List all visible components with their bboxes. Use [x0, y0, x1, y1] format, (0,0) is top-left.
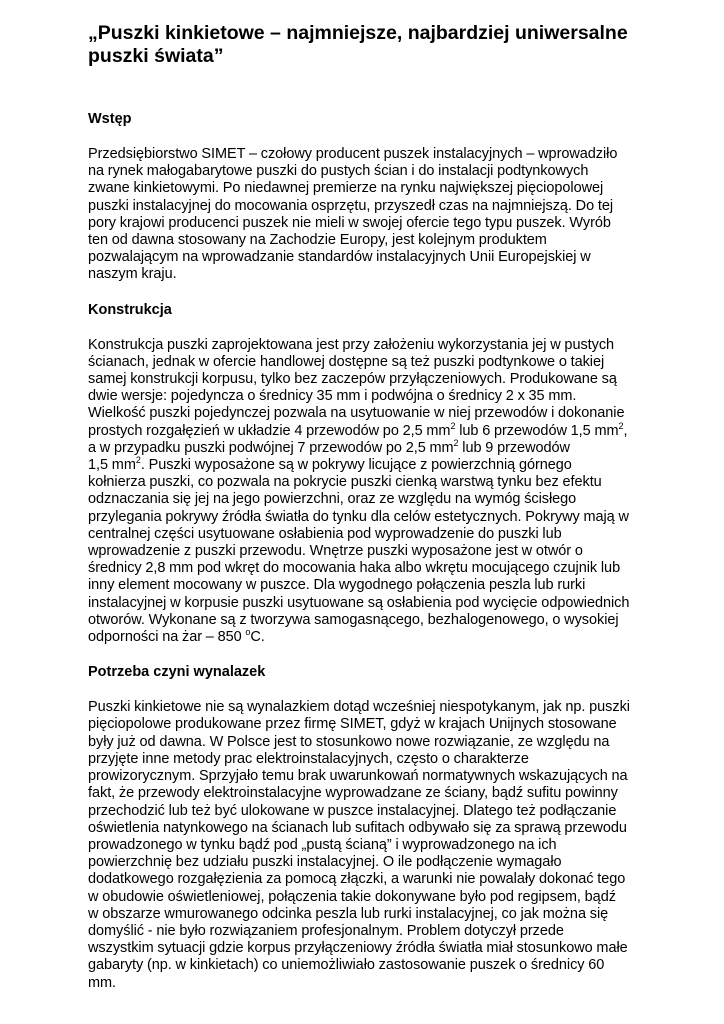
section-heading-intro: Wstęp [88, 111, 132, 127]
paragraph-line: ścianach, jednak w ofercie handlowej dostępne są też puszki podtynkowe o takiej [88, 353, 605, 370]
paragraph-line: oświetlenia natynkowego na ścianach lub sufitach odbywało się za sprawą przewodu [88, 819, 627, 836]
text-run: a w przypadku puszki podwójnej 7 przewodów po 2,5 mm [88, 439, 454, 456]
paragraph-line: przylegania pokrywy źródła światła do tynku dla celów estetycznych. Pokrywy mają w [88, 508, 629, 525]
paragraph-line: dodatkowego rozgałęzienia za pomocą złączki, a warunki nie powalały dokonać tego [88, 871, 626, 888]
paragraph-line: inny element mocowany w puszce. Dla wygodnego połączenia peszla lub rurki [88, 577, 586, 594]
paragraph-line: ten od dawna stosowany na Zachodzie Europy, jest kolejnym produktem [88, 232, 547, 249]
superscript: 2 [618, 420, 624, 431]
paragraph-line: mm. [88, 974, 117, 991]
superscript: 2 [453, 438, 459, 449]
document-title [88, 22, 648, 68]
paragraph-line: średnicy 2,8 mm pod wkręt do mocowania haka albo wkrętu mocującego czujnik lub [88, 560, 621, 577]
title-line: „Puszki kinkietowe – najmniejsze, najbardziej uniwersalne [88, 22, 628, 44]
paragraph-line: na rynek małogabarytowe puszki do pustych ścian i do instalacji podtynkowych [88, 163, 589, 180]
text-run: prostych rozgałęzień w układzie 4 przewodów po 2,5 mm [88, 422, 451, 439]
paragraph-line: Wielkość puszki pojedynczej pozwala na usytuowanie w niej przewodów i dokonanie [88, 405, 625, 422]
text-run: odporności na żar – 850 [88, 629, 246, 646]
paragraph-line: pory krajowi producenci puszek nie mieli w swojej ofercie tego typu puszek. Wyrób [88, 214, 611, 231]
text-run: . Puszki wyposażone są w pokrywy licujące z powierzchnią górnego [140, 457, 572, 474]
paragraph-line [88, 629, 648, 646]
paragraph-line: kołnierza puszki, co pozwala na pokrycie puszki cienką warstwą tynku bez efektu [88, 474, 602, 491]
paragraph-line [88, 440, 648, 457]
paragraph-line: zwane kinkietowymi. Po niedawnej premierze na rynku największej pięciopolowej [88, 180, 604, 197]
intro-paragraph [88, 146, 648, 284]
title-line: puszki świata” [88, 45, 224, 67]
document-page [88, 22, 648, 992]
superscript: 2 [450, 420, 456, 431]
paragraph-line: samej konstrukcji korpusu, tylko bez zaczepów przyłączeniowych. Produkowane są [88, 371, 617, 388]
text-run: lub 6 przewodów 1,5 mm [455, 422, 619, 439]
paragraph-line: były już od dawna. W Polsce jest to stosunkowo nowe rozwiązanie, ze względu na [88, 733, 610, 750]
paragraph-line: przechodzić lub też być ulokowane w puszce instalacyjnej. Dlatego też podłączanie [88, 802, 617, 819]
paragraph-line: puszki instalacyjnej do mocowania osprzętu, przyszedł czas na najmniejszą. Do tej [88, 197, 614, 214]
paragraph-line: fakt, że przewody elektroinstalacyjne wyprowadzane ze ściany, bądź sufitu powinny [88, 785, 618, 802]
section-heading-necessity: Potrzeba czyni wynalazek [88, 664, 266, 681]
paragraph-line: przyjęte inne metody prac elektroinstalacyjnych, często o charakterze [88, 750, 529, 767]
section-heading-construction: Konstrukcja [88, 301, 172, 318]
superscript: 2 [135, 455, 141, 466]
paragraph-line: Konstrukcja puszki zaprojektowana jest przy założeniu wykorzystania jej w pustych [88, 336, 615, 353]
paragraph-line: dwie wersje: pojedyncza o średnicy 35 mm i podwójna o średnicy 2 x 35 mm. [88, 388, 577, 405]
paragraph-line: prowadzonego w tynku bądź pod „pustą ścianą” i wyprowadzonego na ich [88, 836, 557, 853]
paragraph-line: prowizorycznym. Sprzyjało temu brak uwarunkowań normatywnych wskazujących na [88, 768, 628, 785]
paragraph-line: naszym kraju. [88, 266, 177, 283]
paragraph-line: pięciopolowe produkowane przez firmę SIMET, gdyż w krajach Unijnych stosowane [88, 716, 617, 733]
paragraph-line: gabaryty (np. w kinkietach) co uniemożliwiało zastosowanie puszek o średnicy 60 [88, 957, 605, 974]
construction-paragraph [88, 337, 648, 647]
paragraph-line: Przedsiębiorstwo SIMET – czołowy producent puszek instalacyjnych – wprowadziło [88, 146, 618, 162]
paragraph-line: Puszki kinkietowe nie są wynalazkiem dotąd wcześniej niespotykanym, jak np. puszki [88, 699, 630, 716]
text-run: 1,5 mm [88, 457, 136, 474]
paragraph-line: instalacyjnej w korpusie puszki usytuowane są osłabienia pod wycięcie odpowiednich [88, 594, 630, 611]
text-run: lub 9 przewodów [458, 439, 570, 456]
paragraph-line: pozwalającym na wprowadzanie standardów instalacyjnych Unii Europejskiej w [88, 249, 591, 266]
text-run: C. [250, 629, 265, 646]
paragraph-line: otworów. Wykonane są z tworzywa samogasnącego, bezhalogenowego, o wysokiej [88, 611, 619, 628]
paragraph-line: odznaczania się jej na jego powierzchni, oraz ze względu na wymóg ścisłego [88, 491, 577, 508]
paragraph-line [88, 420, 648, 440]
paragraph-line: w obudowie oświetleniowej, połączenia takie dokonywane było pod regipsem, bądź [88, 888, 616, 905]
text-run: , [623, 422, 628, 439]
superscript: o [245, 627, 251, 638]
paragraph-line: powierzchnię bez udziału puszki instalacyjnej. O ile podłączenie wymagało [88, 854, 562, 871]
paragraph-line: domyślić - nie było rozwiązaniem profesjonalnym. Problem dotyczył przede [88, 922, 564, 939]
paragraph-line: centralnej części usytuowane osłabienia pod wyprowadzenie do puszki lub [88, 525, 562, 542]
necessity-paragraph [88, 699, 648, 991]
paragraph-line: wprowadzenie z puszki przewodu. Wnętrze puszki wyposażone jest w otwór o [88, 543, 583, 560]
paragraph-line: w obszarze wmurowanego odcinka peszla lub rurki instalacyjnej, co jak można się [88, 905, 609, 922]
paragraph-line [88, 457, 648, 474]
paragraph-line: wszystkim sytuacji gdzie korpus przyłączeniowy źródła światła miał stosunkowo małe [88, 940, 628, 957]
